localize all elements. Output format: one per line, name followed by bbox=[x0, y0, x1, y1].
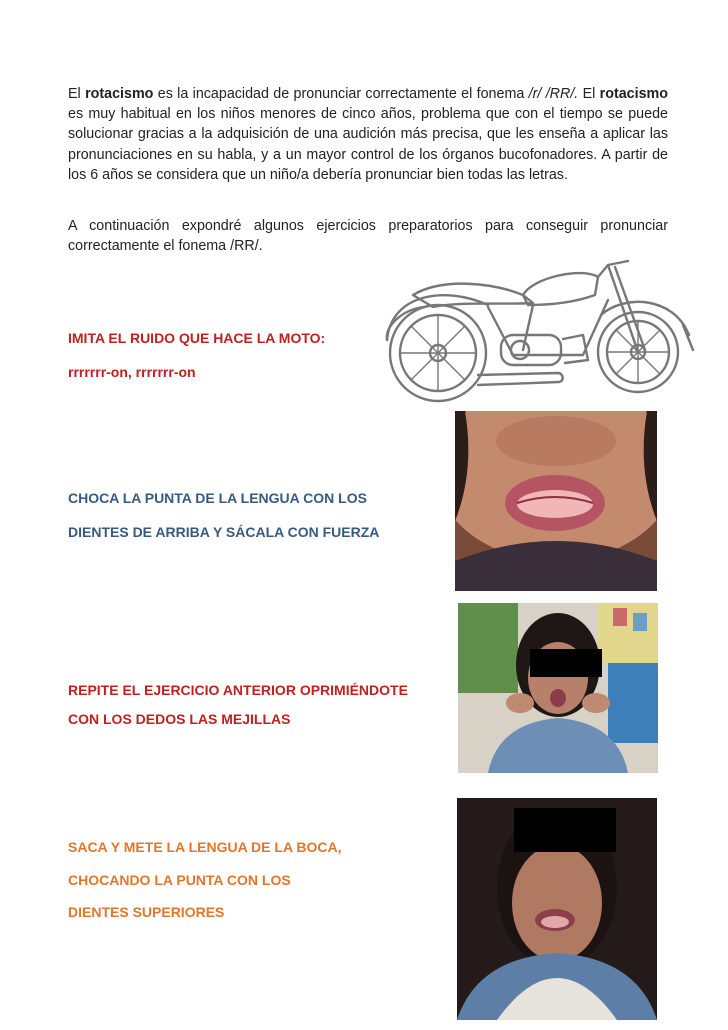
censor-bar bbox=[530, 649, 602, 677]
exercise-3-line-2: CON LOS DEDOS LAS MEJILLAS bbox=[68, 711, 291, 727]
exercise-4-line-2: CHOCANDO LA PUNTA CON LOS bbox=[68, 872, 291, 888]
exercise-2-line-2: DIENTES DE ARRIBA Y SÁCALA CON FUERZA bbox=[68, 524, 380, 540]
girl-pressing-cheeks-photo bbox=[458, 603, 658, 773]
intro-text: El bbox=[578, 86, 600, 102]
motorcycle-drawing bbox=[383, 255, 695, 407]
censor-bar bbox=[514, 808, 616, 852]
girl-tongue-closeup-photo bbox=[455, 411, 657, 591]
exercise-3-line-1: REPITE EL EJERCICIO ANTERIOR OPRIMIÉNDOTE bbox=[68, 682, 408, 698]
exercise-4-line-3: DIENTES SUPERIORES bbox=[68, 904, 225, 920]
exercise-4-line-1: SACA Y METE LA LENGUA DE LA BOCA, bbox=[68, 839, 342, 855]
exercise-2-line-1: CHOCA LA PUNTA DE LA LENGUA CON LOS bbox=[68, 490, 367, 506]
girl-tongue-out-photo bbox=[457, 798, 657, 1020]
intro-text: es la incapacidad de pronunciar correctamente el fonema bbox=[153, 86, 529, 102]
intro-bold-term: rotacismo bbox=[599, 86, 669, 102]
intro-bold-term: rotacismo bbox=[85, 86, 154, 102]
exercise-1-sound: rrrrrrr-on, rrrrrrr-on bbox=[68, 364, 196, 380]
intro-paragraph bbox=[68, 84, 668, 185]
intro-paragraph-2: A continuación expondré algunos ejercicios preparatorios para conseguir pronunciar correctamente el fonema /RR/. bbox=[68, 218, 668, 255]
intro-text: es muy habitual en los niños menores de cinco años, problema que con el tiempo se puede solucionar gracias a la adquisición de una audición más precisa, que les enseña a aplicar las pronunciaciones en su habla, y a un mayor control de los órganos bucofonadores. A partir de los 6 años se considera que un niño/a debería pronunciar bien todas las letras. bbox=[68, 106, 668, 183]
intro-text: El bbox=[68, 86, 86, 102]
exercise-1-title: IMITA EL RUIDO QUE HACE LA MOTO: bbox=[68, 330, 326, 346]
intro-phoneme: /r/ /RR/. bbox=[528, 86, 579, 102]
